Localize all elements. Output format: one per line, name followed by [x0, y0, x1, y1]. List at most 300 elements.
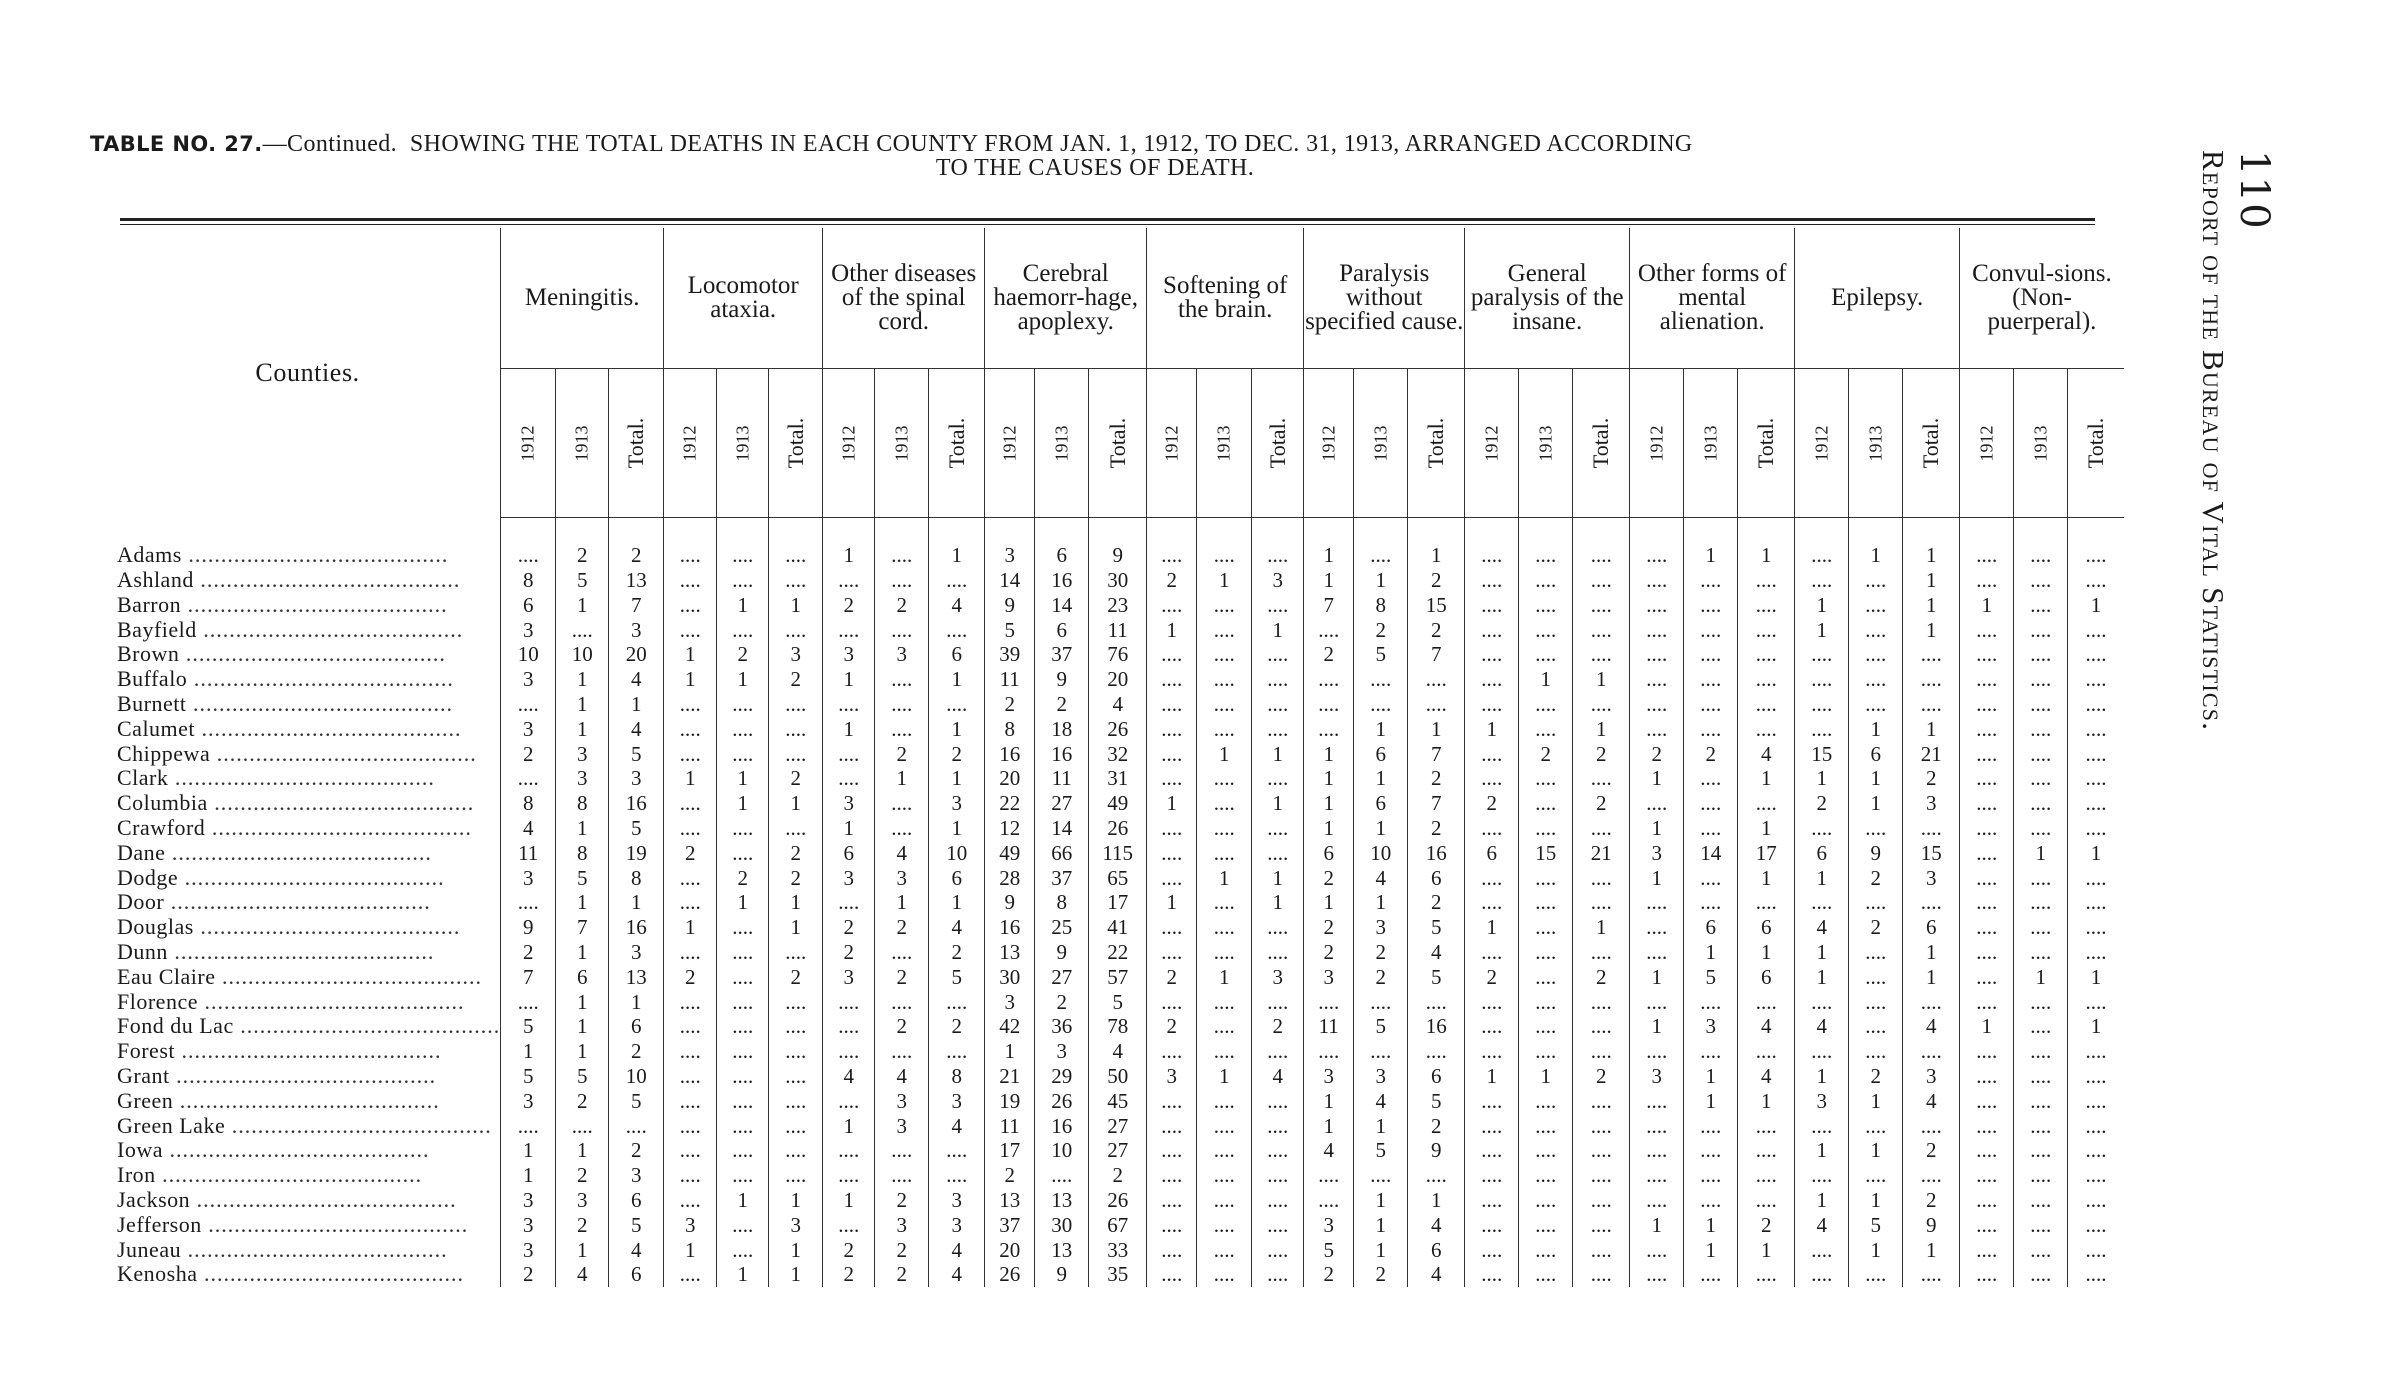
table-cell: .... [717, 915, 769, 940]
table-cell: .... [1684, 766, 1738, 791]
table-row [115, 1237, 2124, 1262]
leader-dots: ........................................ [155, 1162, 423, 1188]
table-row [115, 1212, 2124, 1237]
table-cell: 2 [985, 1163, 1035, 1188]
table-cell: .... [556, 617, 609, 642]
table-cell: 1 [664, 766, 717, 791]
table-cell: 2 [1630, 741, 1684, 766]
table-cell: 11 [1035, 766, 1089, 791]
spacer-cell [717, 518, 769, 543]
table-cell: .... [1519, 766, 1573, 791]
table-cell: 2 [501, 1262, 556, 1287]
table-cell: .... [556, 1113, 609, 1138]
table-cell: .... [1573, 1237, 1630, 1262]
spacer-cell [609, 518, 664, 543]
table-cell: 3 [501, 1088, 556, 1113]
table-cell: 2 [501, 741, 556, 766]
spacer-cell [1630, 518, 1684, 543]
group-header: Locomotor ataxia. [664, 228, 823, 369]
table-cell: .... [1630, 642, 1684, 667]
table-cell: .... [1252, 1138, 1304, 1163]
table-cell: .... [2068, 667, 2124, 692]
table-cell: .... [1465, 1014, 1519, 1039]
spacer-cell [556, 518, 609, 543]
table-cell: 27 [1089, 1138, 1147, 1163]
table-cell: 15 [1795, 741, 1849, 766]
table-cell: 20 [609, 642, 664, 667]
year-label: 1912 [1646, 425, 1667, 461]
year-label: 1912 [1976, 425, 1997, 461]
table-cell: .... [664, 617, 717, 642]
table-cell: .... [1738, 1262, 1795, 1287]
table-cell: .... [1519, 592, 1573, 617]
table-cell: 20 [1089, 667, 1147, 692]
table-cell: .... [1795, 568, 1849, 593]
table-cell: 2 [609, 1138, 664, 1163]
table-cell: .... [1147, 1039, 1197, 1064]
table-cell: .... [1519, 692, 1573, 717]
table-cell: 65 [1089, 865, 1147, 890]
table-cell: 1 [1630, 1212, 1684, 1237]
table-cell: 1 [1630, 766, 1684, 791]
table-cell: 2 [1903, 766, 1960, 791]
table-cell: 6 [1354, 791, 1408, 816]
table-cell: 7 [501, 964, 556, 989]
table-cell: 1 [2068, 840, 2124, 865]
table-cell: 9 [1035, 940, 1089, 965]
table-cell: .... [1960, 1088, 2014, 1113]
table-cell: .... [1252, 940, 1304, 965]
table-cell: .... [1960, 716, 2014, 741]
table-cell: 35 [1089, 1262, 1147, 1287]
table-cell: 3 [929, 1088, 985, 1113]
spacer-cell [823, 518, 875, 543]
table-cell: 2 [1304, 940, 1354, 965]
county-label: Jackson [117, 1187, 191, 1212]
running-title: Report of the Bureau of Vital Statistics. [2196, 150, 2231, 732]
table-cell: .... [717, 543, 769, 568]
table-cell: .... [1684, 592, 1738, 617]
table-cell: .... [664, 1014, 717, 1039]
table-cell: 37 [1035, 865, 1089, 890]
table-cell: .... [1738, 667, 1795, 692]
table-cell: 1 [501, 1039, 556, 1064]
table-cell: .... [1519, 816, 1573, 841]
table-cell: .... [1849, 1163, 1903, 1188]
table-cell: 5 [929, 964, 985, 989]
table-cell: .... [1738, 989, 1795, 1014]
table-cell: 6 [609, 1262, 664, 1287]
table-cell: .... [2068, 642, 2124, 667]
table-cell: .... [1573, 617, 1630, 642]
year-column-header [664, 369, 717, 518]
table-cell: .... [1519, 1188, 1573, 1213]
table-cell: .... [1197, 716, 1252, 741]
table-row [115, 642, 2124, 667]
table-cell: 1 [1465, 915, 1519, 940]
table-cell: 3 [1903, 1064, 1960, 1089]
table-cell: .... [823, 1138, 875, 1163]
table-cell: .... [1738, 791, 1795, 816]
table-cell: 7 [1304, 592, 1354, 617]
table-cell: .... [823, 1212, 875, 1237]
table-body [115, 518, 2124, 1287]
table-cell: 8 [556, 791, 609, 816]
table-cell: 1 [2068, 964, 2124, 989]
table-cell: .... [1252, 1262, 1304, 1287]
table-cell: .... [1147, 1237, 1197, 1262]
table-cell: 2 [556, 1088, 609, 1113]
year-label: 1913 [732, 425, 753, 461]
county-name [115, 741, 501, 766]
county-name [115, 1212, 501, 1237]
table-cell: .... [823, 766, 875, 791]
table-cell: .... [2014, 791, 2068, 816]
table-cell: 4 [929, 915, 985, 940]
table-cell: 1 [1903, 592, 1960, 617]
table-cell: .... [1738, 890, 1795, 915]
table-cell: 23 [1089, 592, 1147, 617]
table-cell: 5 [1684, 964, 1738, 989]
county-name [115, 642, 501, 667]
table-cell: .... [1738, 692, 1795, 717]
year-label: 1912 [1318, 425, 1339, 461]
table-cell: .... [1197, 617, 1252, 642]
table-cell: 2 [875, 1262, 929, 1287]
table-cell: .... [2068, 940, 2124, 965]
table-cell: .... [717, 1014, 769, 1039]
table-cell: 21 [985, 1064, 1035, 1089]
leader-dots: ........................................ [215, 964, 482, 989]
county-label: Kenosha [117, 1261, 198, 1287]
table-cell: 1 [1849, 543, 1903, 568]
table-cell: 2 [1465, 791, 1519, 816]
table-cell: 4 [1408, 940, 1465, 965]
table-cell: 41 [1089, 915, 1147, 940]
table-cell: .... [1573, 1113, 1630, 1138]
table-cell: .... [2068, 1237, 2124, 1262]
table-cell: 20 [985, 766, 1035, 791]
table-row [115, 1014, 2124, 1039]
table-cell: 1 [717, 1262, 769, 1287]
deaths-table [115, 228, 2124, 1287]
table-cell: 3 [875, 1088, 929, 1113]
table-cell: .... [1684, 989, 1738, 1014]
table-cell: 1 [1304, 568, 1354, 593]
group-header: Paralysis without specified cause. [1304, 228, 1465, 369]
spacer-cell [1960, 518, 2014, 543]
table-cell: 2 [1408, 568, 1465, 593]
year-column-header [1465, 369, 1519, 518]
leader-dots: ........................................ [186, 691, 453, 716]
spacer-cell [1465, 518, 1519, 543]
table-cell: 1 [929, 766, 985, 791]
table-cell: .... [1197, 543, 1252, 568]
table-cell: 10 [609, 1064, 664, 1089]
table-cell: .... [1573, 642, 1630, 667]
table-cell: .... [2068, 791, 2124, 816]
table-cell: 19 [985, 1088, 1035, 1113]
table-cell: .... [823, 1163, 875, 1188]
table-cell: .... [2068, 766, 2124, 791]
total-column-header [1089, 369, 1147, 518]
table-cell: .... [2014, 940, 2068, 965]
table-cell: 2 [609, 543, 664, 568]
total-column-header [1573, 369, 1630, 518]
table-cell: .... [1903, 667, 1960, 692]
table-cell: 9 [1035, 667, 1089, 692]
table-cell: 1 [1519, 1064, 1573, 1089]
table-cell: 6 [1903, 915, 1960, 940]
table-cell: .... [1147, 543, 1197, 568]
table-cell: .... [1573, 1039, 1630, 1064]
table-cell: .... [769, 741, 823, 766]
year-label: Total. [2082, 417, 2108, 469]
table-cell: 3 [501, 865, 556, 890]
table-cell: 6 [1849, 741, 1903, 766]
table-cell: .... [1903, 1113, 1960, 1138]
table-cell: .... [1684, 617, 1738, 642]
table-cell: 2 [1573, 791, 1630, 816]
table-cell: 1 [664, 915, 717, 940]
table-cell: 1 [556, 1039, 609, 1064]
table-cell: 6 [1795, 840, 1849, 865]
spacer-cell [1903, 518, 1960, 543]
table-cell: 16 [1035, 1113, 1089, 1138]
table-cell: 9 [1035, 1262, 1089, 1287]
spacer-cell [1795, 518, 1849, 543]
table-cell: .... [1795, 692, 1849, 717]
table-cell: 6 [609, 1014, 664, 1039]
table-cell: 6 [1035, 617, 1089, 642]
table-cell: 33 [1089, 1237, 1147, 1262]
table-cell: .... [717, 840, 769, 865]
spacer-cell [664, 518, 717, 543]
table-cell: 1 [1738, 940, 1795, 965]
table-cell: .... [1684, 1188, 1738, 1213]
leader-dots: ........................................ [205, 815, 472, 840]
county-label: Grant [117, 1063, 170, 1088]
table-cell: 37 [985, 1212, 1035, 1237]
table-cell: .... [2014, 692, 2068, 717]
table-cell: .... [1465, 766, 1519, 791]
table-cell: .... [664, 1188, 717, 1213]
table-cell: .... [1519, 1113, 1573, 1138]
table-row [115, 816, 2124, 841]
group-header: Softening of the brain. [1147, 228, 1304, 369]
table-cell: 4 [1089, 1039, 1147, 1064]
table-cell: .... [1465, 1237, 1519, 1262]
table-cell: .... [823, 568, 875, 593]
table-cell: .... [1252, 766, 1304, 791]
table-cell: .... [2014, 890, 2068, 915]
table-cell: 1 [769, 1188, 823, 1213]
table-cell: 3 [929, 1212, 985, 1237]
table-cell: 1 [1903, 568, 1960, 593]
table-cell: 1 [664, 642, 717, 667]
table-cell: .... [1147, 741, 1197, 766]
table-cell: 1 [1960, 592, 2014, 617]
table-cell: .... [1684, 1039, 1738, 1064]
table-cell: .... [1960, 816, 2014, 841]
table-cell: 8 [501, 791, 556, 816]
table-cell: 1 [1573, 716, 1630, 741]
table-cell: .... [1465, 1039, 1519, 1064]
table-cell: .... [1960, 1163, 2014, 1188]
table-cell: .... [1519, 865, 1573, 890]
table-cell: .... [1960, 1039, 2014, 1064]
table-cell: 1 [1354, 1188, 1408, 1213]
table-cell: .... [1849, 940, 1903, 965]
county-name [115, 592, 501, 617]
table-cell: .... [717, 989, 769, 1014]
table-cell: 1 [664, 1237, 717, 1262]
table-cell: .... [875, 940, 929, 965]
table-cell: 3 [501, 1237, 556, 1262]
table-cell: 7 [1408, 741, 1465, 766]
table-cell: .... [1252, 1212, 1304, 1237]
table-cell: 1 [823, 1188, 875, 1213]
table-cell: 1 [1408, 716, 1465, 741]
table-cell: 1 [929, 890, 985, 915]
year-label: Total. [1264, 417, 1290, 469]
table-cell: .... [1630, 1237, 1684, 1262]
table-cell: 8 [501, 568, 556, 593]
table-cell: 9 [985, 890, 1035, 915]
table-cell: .... [769, 989, 823, 1014]
table-row [115, 667, 2124, 692]
leader-dots: ........................................ [201, 1212, 469, 1237]
table-cell: .... [664, 1138, 717, 1163]
table-cell: .... [1465, 1163, 1519, 1188]
table-cell: .... [1519, 1262, 1573, 1287]
county-label: Adams [117, 542, 182, 568]
table-cell: 3 [501, 1188, 556, 1213]
year-label: Total. [1753, 417, 1779, 469]
table-cell: .... [1354, 667, 1408, 692]
table-cell: .... [1147, 915, 1197, 940]
table-cell: .... [501, 1113, 556, 1138]
table-cell: 2 [1519, 741, 1573, 766]
table-cell: .... [1354, 1039, 1408, 1064]
table-cell: 1 [1354, 716, 1408, 741]
table-cell: .... [823, 890, 875, 915]
table-cell: .... [1960, 890, 2014, 915]
year-label: 1913 [1213, 425, 1234, 461]
table-cell: .... [875, 568, 929, 593]
table-cell: .... [1465, 1188, 1519, 1213]
table-cell: 2 [1408, 890, 1465, 915]
table-cell: .... [2014, 716, 2068, 741]
table-cell: 2 [609, 1039, 664, 1064]
table-cell: 1 [1465, 1064, 1519, 1089]
year-label: 1913 [1051, 425, 1072, 461]
table-cell: .... [1573, 1138, 1630, 1163]
table-cell: 1 [1304, 741, 1354, 766]
table-cell: 10 [501, 642, 556, 667]
table-cell: .... [2068, 617, 2124, 642]
table-cell: 4 [1304, 1138, 1354, 1163]
county-label: Green Lake [117, 1113, 226, 1138]
table-cell: .... [2068, 915, 2124, 940]
county-label: Door [117, 889, 165, 915]
table-cell: 1 [929, 667, 985, 692]
table-cell: 15 [1408, 592, 1465, 617]
table-cell: 1 [1630, 865, 1684, 890]
table-cell: 4 [1354, 1088, 1408, 1113]
table-cell: 1 [1197, 741, 1252, 766]
leader-dots: ........................................ [190, 1187, 457, 1212]
table-cell: .... [1573, 1212, 1630, 1237]
table-cell: .... [769, 1138, 823, 1163]
table-cell: .... [769, 692, 823, 717]
table-cell: .... [1519, 1237, 1573, 1262]
table-cell: .... [1738, 642, 1795, 667]
table-cell: .... [1147, 940, 1197, 965]
table-cell: .... [1197, 1138, 1252, 1163]
table-cell: .... [609, 1113, 664, 1138]
table-cell: 1 [1630, 964, 1684, 989]
table-cell: .... [929, 1138, 985, 1163]
year-label: Total. [1918, 417, 1944, 469]
table-cell: 5 [1354, 1014, 1408, 1039]
table-cell: 25 [1035, 915, 1089, 940]
table-cell: .... [1960, 667, 2014, 692]
table-row [115, 617, 2124, 642]
spacer-cell [1408, 518, 1465, 543]
table-cell: 1 [1849, 1138, 1903, 1163]
table-cell: .... [1465, 1212, 1519, 1237]
page-number: 110 [2231, 150, 2277, 230]
table-cell: 1 [556, 592, 609, 617]
table-cell: 13 [985, 940, 1035, 965]
table-cell: 1 [609, 692, 664, 717]
table-cell: 5 [609, 816, 664, 841]
table-cell: 4 [1252, 1064, 1304, 1089]
table-cell: 2 [1684, 741, 1738, 766]
table-cell: .... [717, 940, 769, 965]
table-cell: 3 [556, 1188, 609, 1213]
table-cell: .... [717, 741, 769, 766]
table-cell: 27 [1035, 964, 1089, 989]
table-cell: .... [929, 1163, 985, 1188]
table-cell: 3 [875, 1113, 929, 1138]
table-number: TABLE NO. 27. [90, 132, 263, 156]
table-cell: 10 [1354, 840, 1408, 865]
table-cell: 30 [1089, 568, 1147, 593]
table-cell: 2 [556, 543, 609, 568]
table-cell: .... [1630, 617, 1684, 642]
table-cell: .... [2014, 1163, 2068, 1188]
table-cell: 1 [717, 592, 769, 617]
table-cell: 1 [2068, 592, 2124, 617]
table-cell: .... [2068, 1113, 2124, 1138]
table-cell: 17 [1089, 890, 1147, 915]
year-label: 1913 [1700, 425, 1721, 461]
table-cell: .... [1252, 816, 1304, 841]
table-cell: 1 [1354, 1113, 1408, 1138]
table-cell: .... [875, 667, 929, 692]
table-cell: .... [1252, 642, 1304, 667]
table-cell: 4 [875, 840, 929, 865]
spacer-cell [1573, 518, 1630, 543]
year-label: 1912 [1161, 425, 1182, 461]
table-cell: .... [1519, 1138, 1573, 1163]
table-cell: 1 [1304, 1088, 1354, 1113]
table-cell: 1 [1252, 791, 1304, 816]
year-column-header [1197, 369, 1252, 518]
table-cell: 2 [929, 741, 985, 766]
